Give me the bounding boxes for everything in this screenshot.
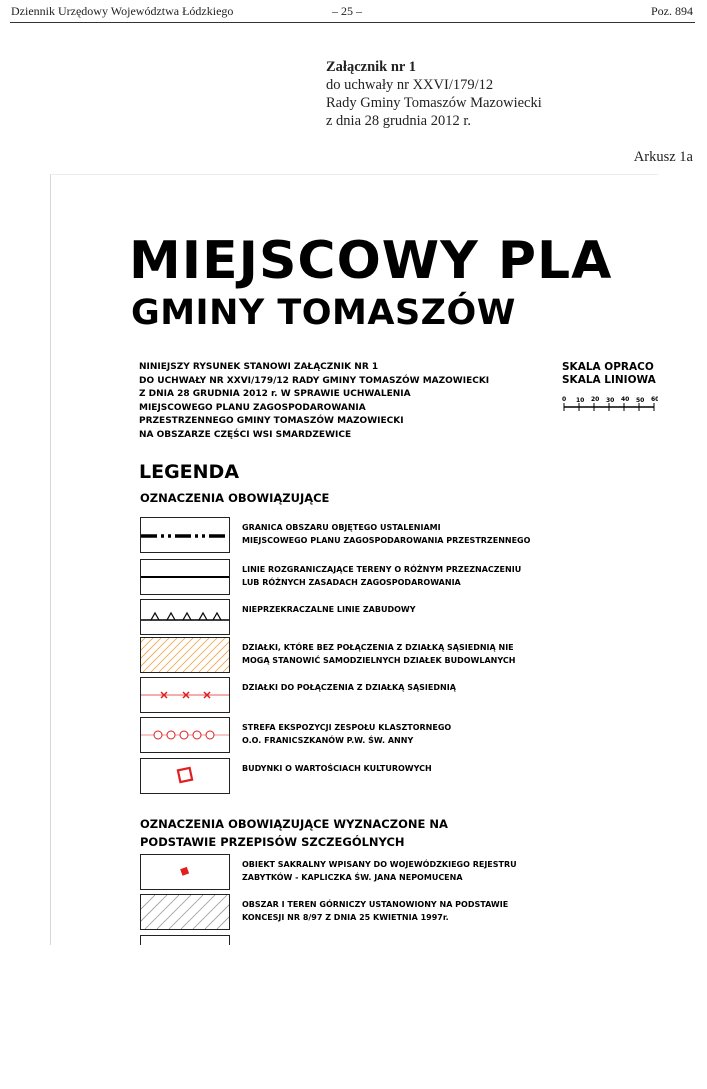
legend-symbol [140, 935, 230, 945]
scale-tick: 60 [651, 396, 660, 403]
note-line: Z DNIA 28 GRUDNIA 2012 r. W SPRAWIE UCHWALENIA [139, 389, 411, 399]
legend-item-parcels-to-join [140, 677, 658, 713]
legend-text-line: OBIEKT SAKRALNY WPISANY DO WOJEWÓDZKIEGO REJESTRU [242, 860, 517, 869]
legend-text [242, 521, 658, 547]
legend-text-line: KONCESJI NR 8/97 Z DNIA 25 KWIETNIA 1997r. [242, 913, 449, 922]
note-line: MIEJSCOWEGO PLANU ZAGOSPODAROWANIA [139, 402, 366, 413]
scale-linear-label: SKALA LINIOWA [562, 374, 656, 386]
legend-item-cultural-buildings [140, 758, 658, 794]
legend-text-line: GRANICA OBSZARU OBJĘTEGO USTALENIAMI [242, 523, 441, 532]
legend-text-line: DZIAŁKI DO POŁĄCZENIA Z DZIAŁKĄ SĄSIEDNIĄ [242, 683, 456, 692]
sheet-label: Arkusz 1a [633, 149, 693, 165]
legend-symbol [140, 854, 230, 890]
legend-text-line: OBSZAR I TEREN GÓRNICZY USTANOWIONY NA PODSTAWIE [242, 900, 509, 909]
legend-text-line: MOGĄ STANOWIĆ SAMODZIELNYCH DZIAŁEK BUDOWLANYCH [242, 656, 516, 665]
scale-tick: 30 [606, 397, 615, 404]
header-journal-title: Dziennik Urzędowy Województwa Łódzkiego [11, 4, 234, 18]
legend-text [242, 762, 658, 775]
legend-symbol [140, 677, 230, 713]
legend-text-line: DZIAŁKI, KTÓRE BEZ POŁĄCZENIA Z DZIAŁKĄ SĄSIEDNIĄ NIE [242, 643, 514, 652]
attachment-title: Załącznik nr 1 [326, 59, 416, 75]
scale-tick: 0 [562, 396, 567, 403]
legend-symbol [140, 894, 230, 930]
legend-symbol [140, 599, 230, 635]
legend-text-line: NIEPRZEKRACZALNE LINIE ZABUDOWY [242, 605, 416, 614]
header-rule [10, 22, 695, 23]
header-position: Poz. 894 [651, 4, 693, 18]
note-line: DO UCHWAŁY NR XXVI/179/12 RADY GMINY TOMASZÓW MAZOWIECKI [139, 375, 490, 386]
legend-symbol [140, 517, 230, 553]
legend-text-line: STREFA EKSPOZYCJI ZESPOŁU KLASZTORNEGO [242, 723, 452, 732]
legend-symbol [140, 717, 230, 753]
legend-text [242, 681, 658, 694]
scale-tick: 10 [576, 397, 585, 404]
legend-text [242, 721, 658, 747]
legend-text [242, 858, 658, 884]
plan-map-image [50, 174, 658, 945]
note-line: NA OBSZARZE CZĘŚCI WSI SMARDZEWICE [139, 429, 352, 440]
legend-text-line: LUB RÓŻNYCH ZASADACH ZAGOSPODAROWANIA [242, 578, 461, 587]
header-page-number: – 25 – [332, 4, 362, 18]
map-note [139, 361, 559, 442]
legend-symbol [140, 758, 230, 794]
legend-section-special-regulations [140, 815, 448, 851]
legend-item-dependent-parcels [140, 637, 658, 673]
legend-text-line: MIEJSCOWEGO PLANU ZAGOSPODAROWANIA PRZESTRZENNEGO [242, 536, 531, 545]
scale-bar [562, 393, 658, 413]
legend-item-building-lines [140, 599, 658, 635]
legend-text [242, 898, 658, 924]
legend-text [242, 603, 658, 616]
map-title-line2: GMINY TOMASZÓW [131, 293, 516, 333]
scale-tick: 40 [621, 396, 630, 403]
legend-item-plan-boundary [140, 517, 658, 553]
section-title-line: OZNACZENIA OBOWIĄZUJĄCE WYZNACZONE NA [140, 817, 448, 831]
legend-item-cut-off [140, 935, 658, 945]
scale-tick: 50 [636, 397, 645, 404]
scale-block [562, 361, 660, 404]
attachment-block [326, 58, 542, 130]
legend-section-binding: OZNACZENIA OBOWIĄZUJĄCE [140, 491, 330, 505]
legend-text [242, 641, 658, 667]
legend-title: LEGENDA [139, 461, 240, 483]
legend-text-line: BUDYNKI O WARTOŚCIACH KULTUROWYCH [242, 764, 432, 773]
legend-item-dividing-lines [140, 559, 658, 595]
note-line: PRZESTRZENNEGO GMINY TOMASZÓW MAZOWIECKI [139, 416, 404, 426]
legend-item-mining-area [140, 894, 658, 930]
attachment-council: Rady Gminy Tomaszów Mazowiecki [326, 95, 542, 111]
legend-item-sacral-object [140, 854, 658, 890]
legend-text-line: O.O. FRANICSZKANÓW P.W. ŚW. ANNY [242, 736, 414, 745]
map-title-line1: MIEJSCOWY PLA [129, 231, 613, 291]
legend-text [242, 563, 658, 589]
legend-text-line: ZABYTKÓW - KAPLICZKA ŚW. JANA NEPOMUCENA [242, 873, 463, 882]
legend-item-exposure-zone [140, 717, 658, 753]
attachment-resolution: do uchwały nr XXVI/179/12 [326, 77, 494, 93]
legend-text-line: LINIE ROZGRANICZAJĄCE TERENY O RÓŻNYM PRZEZNACZENIU [242, 565, 522, 574]
scale-tick: 20 [591, 396, 600, 403]
scale-label: SKALA OPRACO [562, 361, 654, 373]
note-line: NINIEJSZY RYSUNEK STANOWI ZAŁĄCZNIK NR 1 [139, 362, 379, 372]
section-title-line: PODSTAWIE PRZEPISÓW SZCZEGÓLNYCH [140, 835, 405, 849]
legend-symbol [140, 637, 230, 673]
attachment-date: z dnia 28 grudnia 2012 r. [326, 113, 471, 129]
legend-symbol [140, 559, 230, 595]
